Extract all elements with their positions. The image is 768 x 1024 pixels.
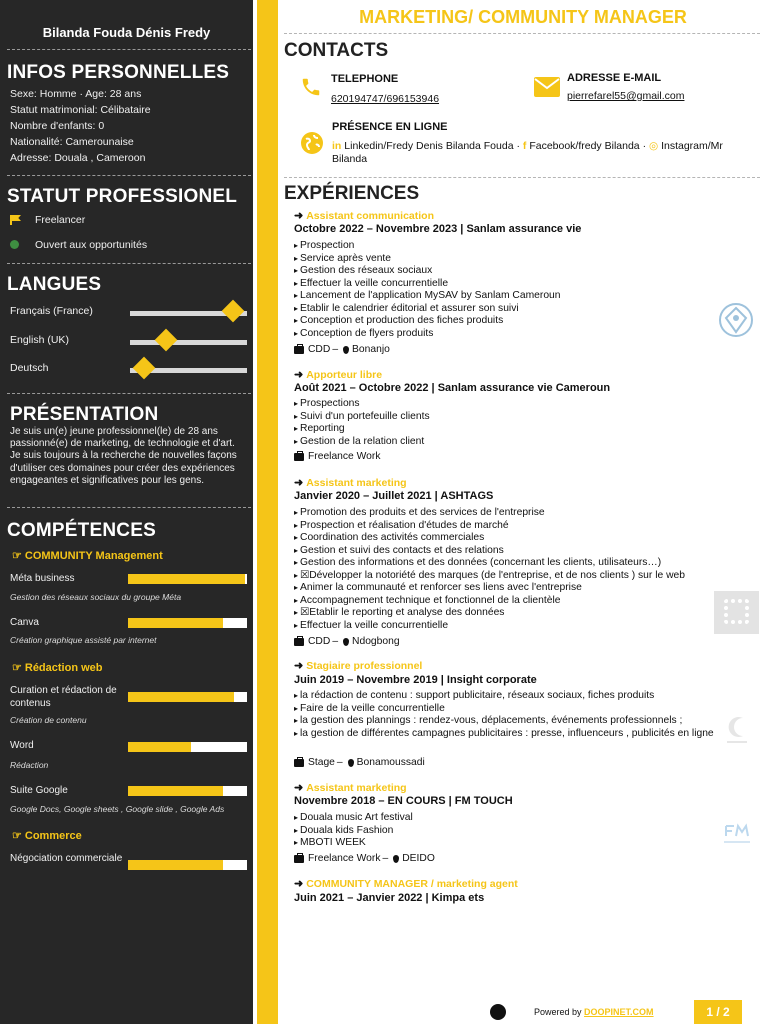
experience-meta <box>294 636 400 647</box>
experience-bullet: ▸ Suivi d'un portefeuille clients <box>294 411 714 424</box>
ashtags-logo <box>714 591 759 634</box>
green-dot-icon <box>10 240 19 249</box>
experience-date: Janvier 2020 – Juillet 2021 | ASHTAGS <box>294 490 494 502</box>
experience-bullet: ▸ la rédaction de contenu : support publicitaire, réseaux sociaux, fiches produits <box>294 690 714 703</box>
linkedin-link[interactable]: Linkedin/Fredy Denis Bilanda Fouda <box>344 140 514 152</box>
skill-bar-fill <box>128 618 223 628</box>
contacts-heading: CONTACTS <box>284 40 389 61</box>
skill-description: Gestion des réseaux sociaux du groupe Méta <box>10 592 182 602</box>
experience-role-label: Stagiaire professionnel <box>306 659 423 672</box>
experience-bullet: ▸ ☒Etablir le reporting et analyse des données <box>294 607 714 620</box>
language-row <box>10 331 250 351</box>
pointing-hand-icon: ☞ <box>12 662 22 674</box>
experience-bullet: ▸ Animer la communauté et renforcer ses liens avec l'entreprise <box>294 582 714 595</box>
location-pin-icon <box>393 855 399 863</box>
presentation-heading: PRÉSENTATION <box>10 404 159 425</box>
experience-bullet: ▸ la gestion de différentes campagnes publicitaires : presse, influenceurs , publicités en ligne <box>294 728 714 741</box>
skill-label: Word <box>10 740 34 751</box>
experience-bullet: ▸ Gestion de la relation client <box>294 436 714 449</box>
experience-bullets <box>294 690 714 740</box>
powered-by <box>534 1007 654 1017</box>
skill-category <box>12 661 103 674</box>
experience-role-label: COMMUNITY MANAGER / marketing agent <box>306 877 518 890</box>
contract-type: Freelance Work <box>308 451 381 462</box>
experience-bullet: ▸ Accompagnement technique et fonctionnel de la clientèle <box>294 595 714 608</box>
status-item <box>10 238 148 251</box>
experience-role-label: Assistant marketing <box>306 476 407 489</box>
online-links <box>332 140 723 152</box>
location: Bonamoussadi <box>356 757 425 768</box>
job-title: MARKETING/ COMMUNITY MANAGER <box>359 7 687 27</box>
experience-role <box>294 476 407 489</box>
sanlam-logo <box>718 302 754 338</box>
experience-bullets <box>294 507 714 632</box>
language-label: Français (France) <box>10 305 93 317</box>
language-level-knob <box>155 329 178 352</box>
skill-category-label: COMMUNITY Management <box>24 549 163 562</box>
separator-dash: – <box>332 344 339 355</box>
language-row <box>10 359 250 379</box>
powered-by-prefix: Powered by <box>534 1007 582 1017</box>
experience-role-label: Assistant marketing <box>306 781 407 794</box>
arrow-right-icon: ➜ <box>294 369 304 381</box>
experience-date: Novembre 2018 – EN COURS | FM TOUCH <box>294 795 513 807</box>
personal-line: Nationalité: Camerounaise <box>10 136 134 148</box>
divider <box>7 49 251 50</box>
language-row <box>10 302 250 322</box>
facebook-link[interactable]: Facebook/fredy Bilanda <box>529 140 640 152</box>
divider <box>7 393 251 394</box>
globe-icon <box>300 131 324 155</box>
skill-bar-fill <box>128 742 191 752</box>
skill-bar <box>128 860 247 870</box>
experience-meta <box>294 757 425 768</box>
skill-category <box>12 549 163 562</box>
pointing-hand-icon: ☞ <box>12 550 22 562</box>
experience-bullet: ▸ Conception de flyers produits <box>294 328 714 341</box>
location-pin-icon <box>348 759 354 767</box>
experience-bullet: ▸ Prospection et réalisation d'études de marché <box>294 520 714 533</box>
divider <box>7 175 251 176</box>
status-item <box>10 213 86 226</box>
divider <box>284 177 760 178</box>
location-pin-icon <box>343 638 349 646</box>
facebook-icon: f <box>522 140 527 152</box>
language-label: Deutsch <box>10 362 49 374</box>
experience-bullet: ▸ Prospections <box>294 398 714 411</box>
skill-bar-fill <box>128 860 223 870</box>
experience-date: Juin 2021 – Janvier 2022 | Kimpa ets <box>294 892 485 904</box>
experience-bullet: ▸ Reporting <box>294 423 714 436</box>
skill-bar <box>128 742 247 752</box>
phone-label: TELEPHONE <box>331 73 399 85</box>
arrow-right-icon: ➜ <box>294 660 304 672</box>
email-link[interactable]: pierrefarel55@gmail.com <box>567 90 685 102</box>
ashtags-logo-mark <box>724 599 749 624</box>
separator-dash: – <box>332 636 339 647</box>
online-label: PRÉSENCE EN LIGNE <box>332 121 448 133</box>
experience-role <box>294 781 407 794</box>
email-icon <box>534 77 560 97</box>
skill-description: Google Docs, Google sheets , Google slide , Google Ads <box>10 804 225 814</box>
arrow-right-icon: ➜ <box>294 878 304 890</box>
experience-date: Août 2021 – Octobre 2022 | Sanlam assurance vie Cameroun <box>294 382 611 394</box>
phone-link[interactable]: 620194747/696153946 <box>331 93 440 105</box>
location: DEIDO <box>402 853 435 864</box>
candidate-name: Bilanda Fouda Dénis Fredy <box>42 25 211 40</box>
experience-role <box>294 659 422 672</box>
experience-meta <box>294 451 381 462</box>
accent-divider <box>257 0 278 1024</box>
skill-bar <box>128 786 247 796</box>
instagram-link-continued[interactable]: Bilanda <box>332 153 368 165</box>
sidebar <box>0 0 253 1024</box>
status-label: Ouvert aux opportunités <box>35 238 148 251</box>
experience-role <box>294 368 382 381</box>
experience-bullet: ▸ ☒Développer la notoriété des marques (de l'entreprise, et de nos clients ) sur le web <box>294 570 714 583</box>
experience-bullet: ▸ Douala kids Fashion <box>294 825 714 838</box>
arrow-right-icon: ➜ <box>294 210 304 222</box>
personal-line: Adresse: Douala , Cameroon <box>10 152 146 164</box>
briefcase-icon <box>294 759 304 767</box>
skill-category-label: Commerce <box>24 829 82 842</box>
experience-role-label: Apporteur libre <box>306 368 383 381</box>
briefcase-icon <box>294 855 304 863</box>
experience-meta <box>294 853 435 864</box>
skill-label: Canva <box>10 617 39 628</box>
arrow-right-icon: ➜ <box>294 477 304 489</box>
contract-type: Freelance Work <box>308 853 381 864</box>
instagram-link[interactable]: Instagram/Mr <box>661 140 723 152</box>
skill-label: Négociation commerciale <box>10 853 123 864</box>
location-pin-icon <box>343 346 349 354</box>
fm-touch-logo <box>716 822 758 848</box>
experience-bullet: ▸ Lancement de l'application MySAV by Sanlam Cameroun <box>294 290 714 303</box>
language-level-knob <box>133 357 156 380</box>
experience-bullets <box>294 398 714 448</box>
status-heading: STATUT PROFESSIONEL <box>7 186 238 207</box>
divider <box>7 507 251 508</box>
experience-bullet: ▸ Douala music Art festival <box>294 812 714 825</box>
personal-line: Sexe: Homme · Age: 28 ans <box>10 88 142 100</box>
language-label: English (UK) <box>10 334 69 346</box>
skill-bar-fill <box>128 692 234 702</box>
skill-category-label: Rédaction web <box>24 661 103 674</box>
language-level-knob <box>222 300 245 323</box>
footer <box>278 1000 768 1024</box>
flag-icon <box>10 215 21 224</box>
experience-bullet: ▸ Effectuer la veille concurrentielle <box>294 278 714 291</box>
skill-label: Méta business <box>10 573 75 584</box>
experience-bullet: ▸ Gestion des réseaux sociaux <box>294 265 714 278</box>
briefcase-icon <box>294 346 304 354</box>
personal-line: Nombre d'enfants: 0 <box>10 120 105 132</box>
experience-date: Octobre 2022 – Novembre 2023 | Sanlam assurance vie <box>294 223 582 235</box>
skill-bar-fill <box>128 786 223 796</box>
skill-description: Création graphique assisté par internet <box>10 635 157 645</box>
contract-type: CDD <box>308 344 331 355</box>
experience-bullet: ▸ Prospection <box>294 240 714 253</box>
languages-heading: LANGUES <box>7 274 102 295</box>
location: Bonanjo <box>352 344 390 355</box>
skill-bar <box>128 574 247 584</box>
skill-label: Curation et rédaction de contenus <box>10 685 117 709</box>
separator-dot: · <box>516 140 520 152</box>
experience-bullet: ▸ Faire de la veille concurrentielle <box>294 703 714 716</box>
arrow-right-icon: ➜ <box>294 782 304 794</box>
skill-label: Suite Google <box>10 785 68 796</box>
contract-type: Stage <box>308 757 335 768</box>
briefcase-icon <box>294 638 304 646</box>
location: Ndogbong <box>352 636 400 647</box>
experience-bullets <box>294 240 714 340</box>
skill-description: Création de contenu <box>10 715 87 725</box>
separator-dot: · <box>642 140 647 152</box>
divider <box>284 33 760 34</box>
briefcase-icon <box>294 453 304 461</box>
skills-heading: COMPÉTENCES <box>7 520 156 541</box>
experience-date: Juin 2019 – Novembre 2019 | Insight corporate <box>294 674 537 686</box>
experience-bullet: ▸ Coordination des activités commerciales <box>294 532 714 545</box>
experience-bullet: ▸ Service après vente <box>294 253 714 266</box>
skill-category <box>12 829 82 842</box>
pointing-hand-icon: ☞ <box>12 830 22 842</box>
experience-bullet: ▸ Gestion et suivi des contacts et des relations <box>294 545 714 558</box>
experience-bullet: ▸ la gestion des plannings : rendez-vous, déplacements, événements professionnels ; <box>294 715 714 728</box>
doopinet-logo <box>490 1004 506 1020</box>
instagram-icon: ◎ <box>648 140 659 152</box>
personal-line: Statut matrimonial: Célibataire <box>10 104 151 116</box>
experience-role <box>294 877 518 890</box>
experience-role-label: Assistant communication <box>306 209 434 222</box>
phone-icon <box>300 76 322 98</box>
experience-meta <box>294 344 390 355</box>
experience-bullet: ▸ Etablir le calendrier éditorial et assurer son suivi <box>294 303 714 316</box>
skill-description: Rédaction <box>10 760 49 770</box>
separator-dash: – <box>382 853 389 864</box>
experiences-heading: EXPÉRIENCES <box>284 183 420 204</box>
separator-dash: – <box>336 757 343 768</box>
experience-bullet: ▸ Conception et production des fiches produits <box>294 315 714 328</box>
experience-bullet: ▸ Promotion des produits et des services de l'entreprise <box>294 507 714 520</box>
contract-type: CDD <box>308 636 331 647</box>
skill-bar <box>128 692 247 702</box>
skill-bar-fill <box>128 574 245 584</box>
main-content <box>278 0 768 1024</box>
linkedin-icon: in <box>332 140 342 152</box>
insight-logo <box>723 714 751 746</box>
experience-role <box>294 209 434 222</box>
page-indicator: 1 / 2 <box>694 1000 742 1024</box>
language-level-track <box>130 340 247 345</box>
experience-bullet: ▸ Gestion des informations et des données (concernant les clients, utilisateurs…) <box>294 557 714 570</box>
presentation-text: Je suis un(e) jeune professionnel(le) de 28 ans passionné(e) de marketing, de technologie et d'art. Je suis toujours à la recherche de nouvelles façons d'utiliser ces domaines pour créer des expériences engageantes et significatives pour les gens. <box>10 426 237 486</box>
email-label: ADRESSE E-MAIL <box>567 72 662 84</box>
doopinet-link[interactable]: DOOPINET.COM <box>584 1007 654 1017</box>
status-label: Freelancer <box>35 213 86 226</box>
skill-bar <box>128 618 247 628</box>
divider <box>7 263 251 264</box>
personal-heading: INFOS PERSONNELLES <box>7 62 230 83</box>
experience-bullets <box>294 812 714 850</box>
experience-bullet: ▸ MBOTI WEEK <box>294 837 714 850</box>
experience-bullet: ▸ Effectuer la veille concurrentielle <box>294 620 714 633</box>
